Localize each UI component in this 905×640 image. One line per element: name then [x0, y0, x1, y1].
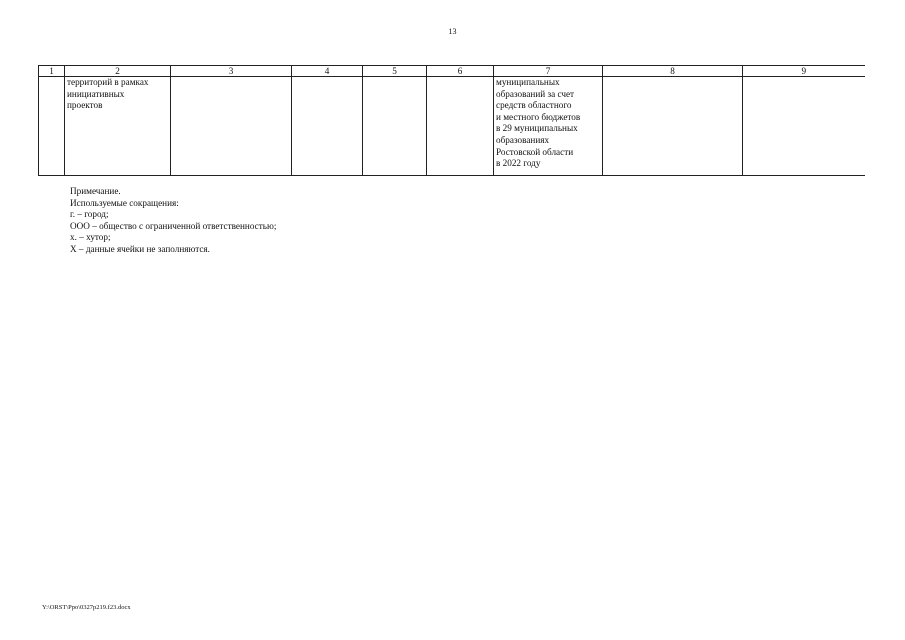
- cell-col9: [743, 77, 865, 176]
- cell-col7-line: образованиях: [496, 134, 550, 145]
- cell-col1: [39, 77, 65, 176]
- abbreviation-item: х. – хутор;: [70, 232, 111, 243]
- notes-block: [70, 186, 276, 256]
- column-number-2: 2: [65, 66, 171, 77]
- file-path-footer: Y:\ORST\Ppo\0327p219.f23.docx: [42, 604, 131, 611]
- column-number-1: 1: [39, 66, 65, 77]
- cell-col3: [171, 77, 292, 176]
- data-table: [38, 65, 865, 176]
- column-number-row: [39, 66, 865, 77]
- abbreviations-heading: Используемые сокращения:: [70, 197, 179, 208]
- column-number-6: 6: [427, 66, 494, 77]
- cell-col7-line: образований за счет: [496, 88, 575, 99]
- cell-col6: [427, 77, 494, 176]
- abbreviation-item: г. – город;: [70, 209, 109, 220]
- cell-col2-line: инициативных: [67, 88, 125, 99]
- column-number-5: 5: [363, 66, 427, 77]
- cell-col2-line: территорий в рамках: [67, 77, 149, 87]
- cell-col4: [292, 77, 363, 176]
- notes-title: Примечание.: [70, 186, 121, 196]
- page-number: 13: [448, 27, 457, 36]
- cell-col7-line: средств областного: [496, 100, 572, 111]
- cell-col7-line: в 2022 году: [496, 158, 541, 169]
- column-number-7: 7: [494, 66, 603, 77]
- cell-col7-line: муниципальных: [496, 77, 560, 87]
- column-number-4: 4: [292, 66, 363, 77]
- abbreviation-item: ООО – общество с ограниченной ответственностью;: [70, 220, 277, 231]
- cell-col7: [494, 77, 603, 176]
- cell-col7-line: и местного бюджетов: [496, 111, 581, 122]
- column-number-3: 3: [171, 66, 292, 77]
- cell-col2: [65, 77, 171, 176]
- cell-col7-line: Ростовской области: [496, 146, 574, 157]
- column-number-9: 9: [743, 66, 865, 77]
- cell-col8: [603, 77, 743, 176]
- column-number-8: 8: [603, 66, 743, 77]
- cell-col2-line: проектов: [67, 100, 103, 111]
- cell-col5: [363, 77, 427, 176]
- cell-col7-line: в 29 муниципальных: [496, 123, 578, 134]
- abbreviation-item: Х – данные ячейки не заполняются.: [70, 243, 210, 254]
- table-row: [39, 77, 865, 176]
